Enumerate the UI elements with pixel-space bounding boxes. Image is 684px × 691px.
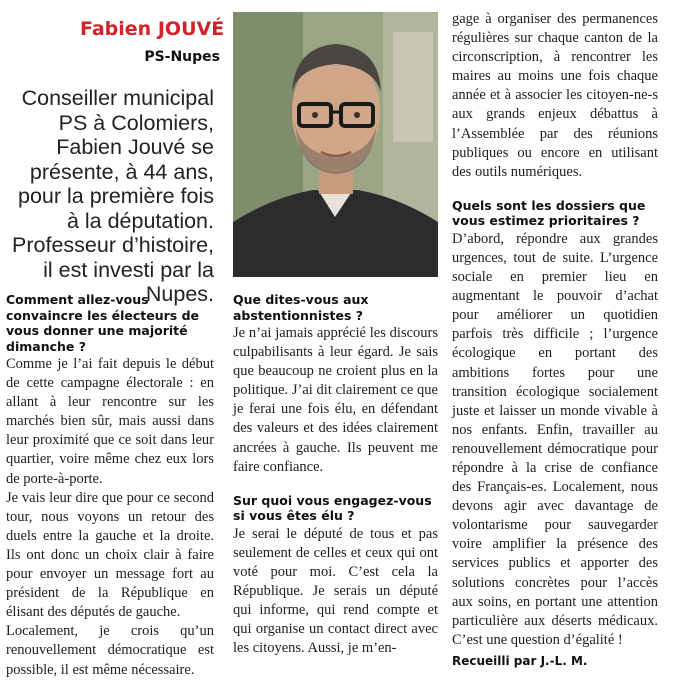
question-3: Sur quoi vous engagez-vous si vous êtes élu ?: [233, 492, 432, 524]
party-label: PS-Nupes: [144, 49, 220, 65]
answer-1-paragraph-1: Comme je l’ai fait depuis le début de cette campagne électorale : en allant à leur rencontre sur les marchés bien sûr, mais aussi dans leur proximité que ce soit dans leur quartier, voire même chez eux lors de porte-à-porte.: [6, 356, 214, 487]
column-1: [6, 292, 214, 680]
answer-1-paragraph-2: Je vais leur dire que pour ce second tour, nous voyons un retour des duels entre la gauche et la droite. Ils ont donc un choix clair à faire pour envoyer un message fort au président de la République en élisant des députés de gauche.: [6, 489, 214, 621]
answer-4: D’abord, répondre aux grandes urgences, tout de suite. L’urgence sociale en premier lieu en augmentant le pouvoir d’achat pour améliorer un quotidien parfois très difficile ; l’urgence écologique en portant des ambitions fortes pour une transition écologique socialement juste et laisser un monde vivable à nos enfants. Enfin, travailler au renouvellement démocratique pour répondre à la crise de confiance des Français-es. Localement, nous devons agir avec davantage de volontarisme pour sauvegarder voire amplifier la présence des services publics et apporter des solutions concrètes pour l’accès aux soins, en portant une attention particulière aux déserts médicaux. C’est une question d’égalité !: [452, 230, 658, 648]
column-2: [233, 292, 438, 658]
last-name: JOUVÉ: [157, 18, 225, 40]
question-1: Comment allez-vous convaincre les électeurs de vous donner une majorité dimanche ?: [6, 292, 200, 354]
answer-3-continued: gage à organiser des permanences régulières sur chaque canton de la circonscription, à rencontrer les maires au moins une fois chaque année et à associer les citoyen-ne-s aux grands enjeux débattus à l’Assemblée par des réunions publiques ou encore en utilisant des outils numériques.: [452, 11, 658, 180]
answer-3: Je serai le député de tous et pas seulement de celles et ceux qui ont voté pour moi. C’est cela la République. Je serais un député qui informe, qui rend compte et qui organise un contact direct avec les citoyens. Aussi, je m’en-: [233, 525, 438, 657]
column-3: [452, 10, 658, 668]
answer-2: Je n’ai jamais apprécié les discours culpabilisants à leur égard. Je sais que beaucoup ne croient plus en la politique. J’ai dit clairement ce que je ferai une fois élu, en défendant des valeurs et des idées clairement ancrées à gauche. Ils peuvent me faire confiance.: [233, 325, 438, 475]
answer-1-paragraph-3: Localement, je crois qu’un renouvellement démocratique est possible, il est même nécessaire.: [6, 623, 214, 678]
signature: Recueilli par J.-L. M.: [452, 653, 588, 668]
portrait-photo: [233, 12, 438, 277]
portrait-illustration: [233, 12, 438, 277]
question-4: Quels sont les dossiers que vous estimez prioritaires ?: [452, 197, 646, 229]
candidate-name: [80, 18, 225, 40]
question-2: Que dites-vous aux abstentionnistes ?: [233, 292, 369, 323]
intro-text: Conseiller municipal PS à Colomiers, Fabien Jouvé se présente, à 44 ans, pour la première fois à la députation. Professeur d’histoire, il est investi par la Nupes.: [12, 86, 214, 306]
first-name: Fabien: [80, 18, 152, 40]
